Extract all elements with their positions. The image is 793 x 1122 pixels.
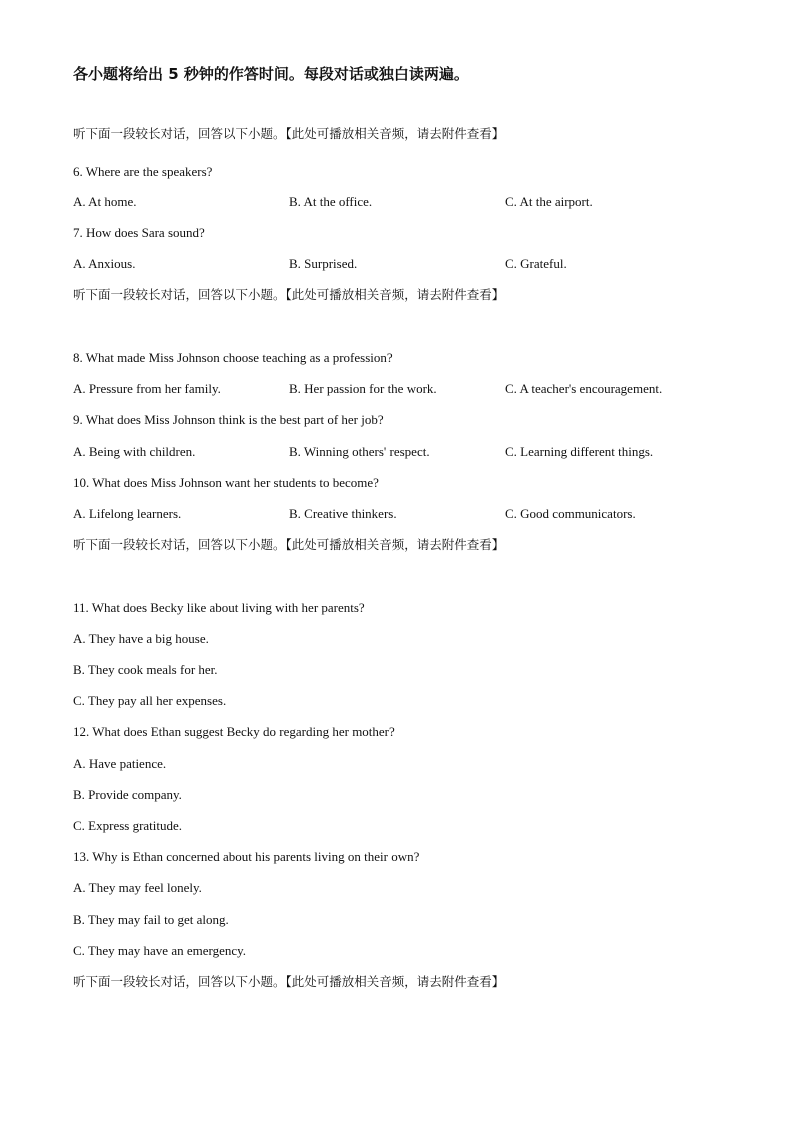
question-stem: 11. What does Becky like about living with her parents?	[73, 600, 365, 615]
option-b: B. Creative thinkers.	[289, 506, 397, 521]
option-b: B. Her passion for the work.	[289, 381, 437, 396]
option-c: C. They may have an emergency.	[73, 943, 247, 958]
option-a: A. Being with children.	[73, 444, 196, 459]
option-a: A. They may feel lonely.	[73, 880, 202, 895]
option-c: C. They pay all her expenses.	[73, 693, 227, 708]
question-stem: 8. What made Miss Johnson choose teaching as a profession?	[73, 350, 393, 365]
question-stem: 6. Where are the speakers?	[73, 164, 213, 179]
option-c: C. A teacher's encouragement.	[505, 381, 663, 396]
question-stem: 9. What does Miss Johnson think is the best part of her job?	[73, 412, 384, 427]
option-c: C. Grateful.	[505, 256, 567, 271]
option-c: C. At the airport.	[505, 194, 593, 209]
option-c: C. Express gratitude.	[73, 818, 183, 833]
question-stem: 12. What does Ethan suggest Becky do regarding her mother?	[73, 724, 395, 739]
option-a: A. At home.	[73, 194, 137, 209]
option-b: B. Surprised.	[289, 256, 358, 271]
option-a: A. Pressure from her family.	[73, 381, 221, 396]
audio-instruction: 听下面一段较长对话，回答以下小题。【此处可播放相关音频，请去附件查看】	[73, 126, 505, 141]
option-b: B. They may fail to get along.	[73, 912, 229, 927]
question-stem: 10. What does Miss Johnson want her students to become?	[73, 475, 379, 490]
option-c: C. Good communicators.	[505, 506, 636, 521]
audio-instruction: 听下面一段较长对话，回答以下小题。【此处可播放相关音频，请去附件查看】	[73, 287, 505, 302]
option-b: B. They cook meals for her.	[73, 662, 218, 677]
audio-instruction: 听下面一段较长对话，回答以下小题。【此处可播放相关音频，请去附件查看】	[73, 537, 505, 552]
option-a: A. Have patience.	[73, 756, 167, 771]
option-b: B. Winning others' respect.	[289, 444, 430, 459]
option-c: C. Learning different things.	[505, 444, 654, 459]
option-a: A. Lifelong learners.	[73, 506, 182, 521]
audio-instruction: 听下面一段较长对话，回答以下小题。【此处可播放相关音频，请去附件查看】	[73, 974, 505, 989]
question-stem: 13. Why is Ethan concerned about his parents living on their own?	[73, 849, 420, 864]
section-heading: 各小题将给出 5 秒钟的作答时间。每段对话或独白读两遍。	[73, 65, 469, 83]
option-b: B. At the office.	[289, 194, 373, 209]
question-stem: 7. How does Sara sound?	[73, 225, 205, 240]
option-b: B. Provide company.	[73, 787, 182, 802]
option-a: A. They have a big house.	[73, 631, 209, 646]
option-a: A. Anxious.	[73, 256, 136, 271]
